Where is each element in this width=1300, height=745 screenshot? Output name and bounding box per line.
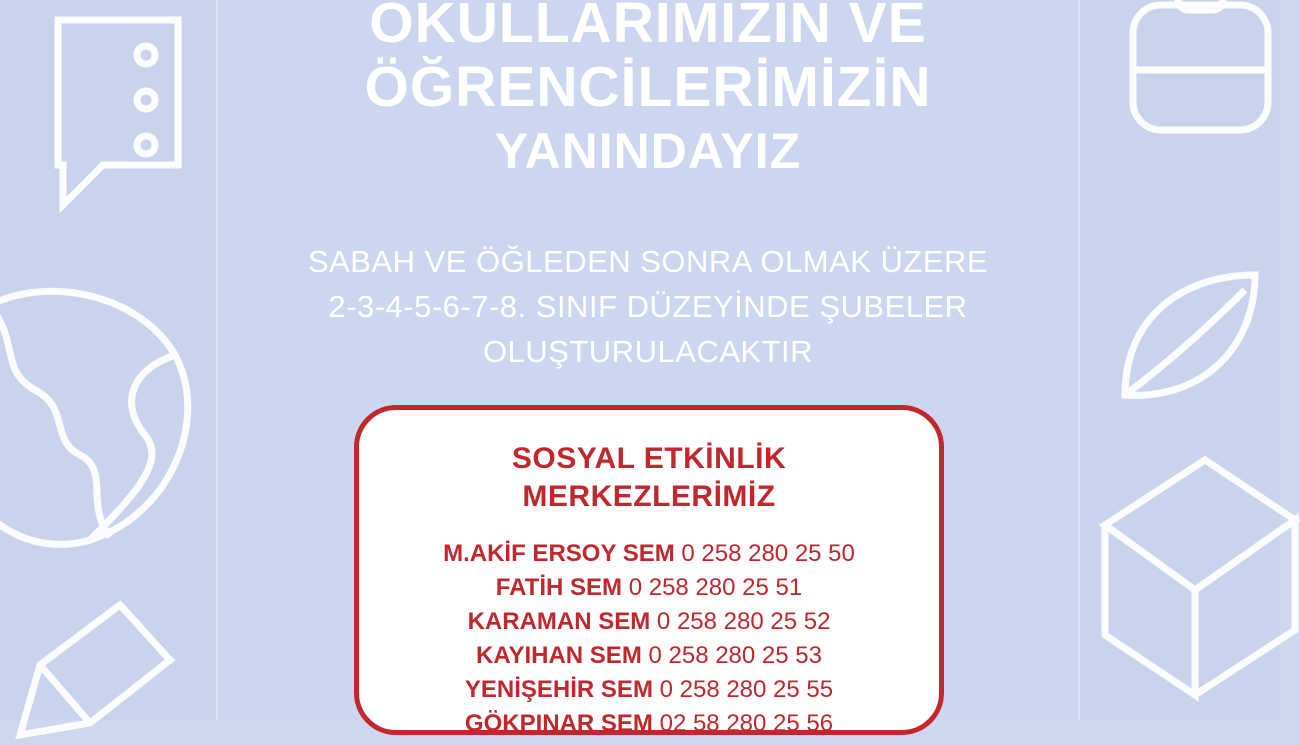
contact-phone: 02 58 280 25 56: [659, 710, 834, 738]
headline-line-2: ÖĞRENCİLERİMİZİN: [364, 55, 932, 120]
contact-name: YENİŞEHİR SEM: [464, 676, 653, 704]
list-item: [359, 673, 939, 707]
contact-card: [354, 405, 944, 738]
headline-line-1: OKULLARIMIZIN VE: [369, 0, 927, 55]
left-decoration-panel: [0, 0, 216, 720]
card-title: [359, 440, 939, 515]
list-item: [359, 707, 939, 741]
contact-phone: 0 258 280 25 53: [648, 642, 822, 670]
pencil-icon: [10, 595, 190, 745]
contact-phone: 0 258 280 25 50: [681, 540, 855, 567]
list-item: [359, 571, 939, 605]
contact-name: GÖKPINAR SEM: [464, 710, 653, 738]
list-item: [359, 639, 939, 673]
leaf-icon: [1105, 255, 1275, 425]
contact-name: KAYIHAN SEM: [476, 642, 642, 670]
contact-phone: 0 258 280 25 55: [659, 676, 834, 704]
backpack-icon: [1108, 0, 1298, 160]
subtext-block: [216, 240, 1080, 375]
book-icon: [1085, 430, 1300, 700]
headline-line-3: YANINDAYIZ: [494, 123, 802, 180]
right-decoration-panel: [1080, 0, 1280, 720]
speech-bubble-icon: [28, 0, 198, 220]
subtext-line-2: 2-3-4-5-6-7-8. SINIF DÜZEYİNDE ŞUBELER: [328, 288, 968, 324]
headline-block: [216, 0, 1080, 180]
contact-name: FATİH SEM: [495, 574, 623, 602]
contact-phone: 0 258 280 25 52: [656, 608, 831, 636]
subtext-line-1: SABAH VE ÖĞLEDEN SONRA OLMAK ÜZERE: [307, 244, 989, 279]
globe-icon: [0, 275, 210, 565]
card-title-line-1: SOSYAL ETKİNLİK: [511, 442, 787, 475]
contact-phone: 0 258 280 25 51: [628, 574, 803, 602]
contact-list: [359, 537, 939, 741]
subtext-line-3: OLUŞTURULACAKTIR: [482, 333, 814, 369]
contact-name: M.AKİF ERSOY SEM: [443, 540, 675, 567]
card-title-line-2: MERKEZLERİMİZ: [522, 479, 776, 513]
contact-name: KARAMAN SEM: [467, 608, 651, 636]
list-item: [359, 605, 939, 639]
list-item: [359, 537, 939, 571]
